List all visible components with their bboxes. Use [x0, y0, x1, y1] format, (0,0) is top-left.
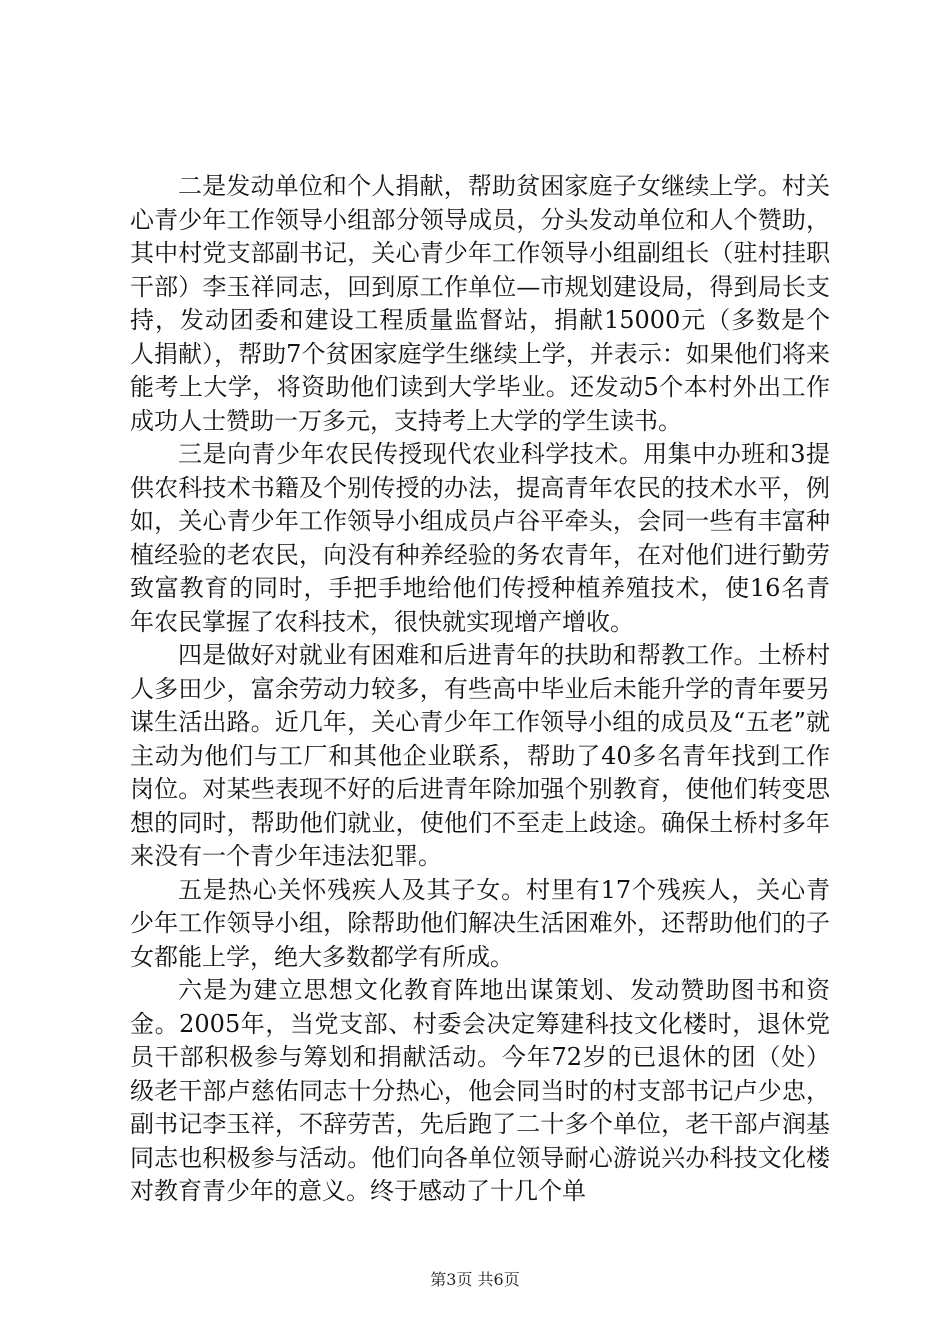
- document-body: [130, 170, 830, 1209]
- paragraph: 二是发动单位和个人捐献，帮助贫困家庭子女继续上学。村关心青少年工作领导小组部分领导成员，分头发动单位和人个赞助，其中村党支部副书记，关心青少年工作领导小组副组长（驻村挂职干部）李玉祥同志，回到原工作单位—市规划建设局，得到局长支持，发动团委和建设工程质量监督站，捐献15000元（多数是个人捐献），帮助7个贫困家庭学生继续上学，并表示：如果他们将来能考上大学，将资助他们读到大学毕业。还发动5个本村外出工作成功人士赞助一万多元，支持考上大学的学生读书。: [130, 172, 830, 435]
- paragraph: 四是做好对就业有困难和后进青年的扶助和帮教工作。土桥村人多田少，富余劳动力较多，有些高中毕业后未能升学的青年要另谋生活出路。近几年，关心青少年工作领导小组的成员及“五老”就主动为他们与工厂和其他企业联系，帮助了40多名青年找到工作岗位。对某些表现不好的后进青年除加强个别教育，使他们转变思想的同时，帮助他们就业，使他们不至走上歧途。确保土桥村多年来没有一个青少年违法犯罪。: [130, 641, 830, 870]
- paragraph: 六是为建立思想文化教育阵地出谋策划、发动赞助图书和资金。2005年，当党支部、村委会决定筹建科技文化楼时，退休党员干部积极参与筹划和捐献活动。今年72岁的已退休的团（处）级老干部卢慈佑同志十分热心，他会同当时的村支部书记卢少忠，副书记李玉祥，不辞劳苦，先后跑了二十多个单位，老干部卢润基同志也积极参与活动。他们向各单位领导耐心游说兴办科技文化楼对教育青少年的意义。终于感动了十几个单: [130, 976, 830, 1205]
- paragraph: 五是热心关怀残疾人及其子女。村里有17个残疾人，关心青少年工作领导小组，除帮助他们解决生活困难外，还帮助他们的子女都能上学，绝大多数都学有所成。: [130, 875, 830, 971]
- paragraph: 三是向青少年农民传授现代农业科学技术。用集中办班和3提供农科技术书籍及个别传授的办法，提高青年农民的技术水平，例如，关心青少年工作领导小组成员卢谷平牵头，会同一些有丰富种植经验的老农民，向没有种养经验的务农青年，在对他们进行勤劳致富教育的同时，手把手地给他们传授种植养殖技术，使16名青年农民掌握了农科技术，很快就实现增产增收。: [130, 440, 830, 636]
- page-footer: 第3页 共6页: [430, 1270, 520, 1289]
